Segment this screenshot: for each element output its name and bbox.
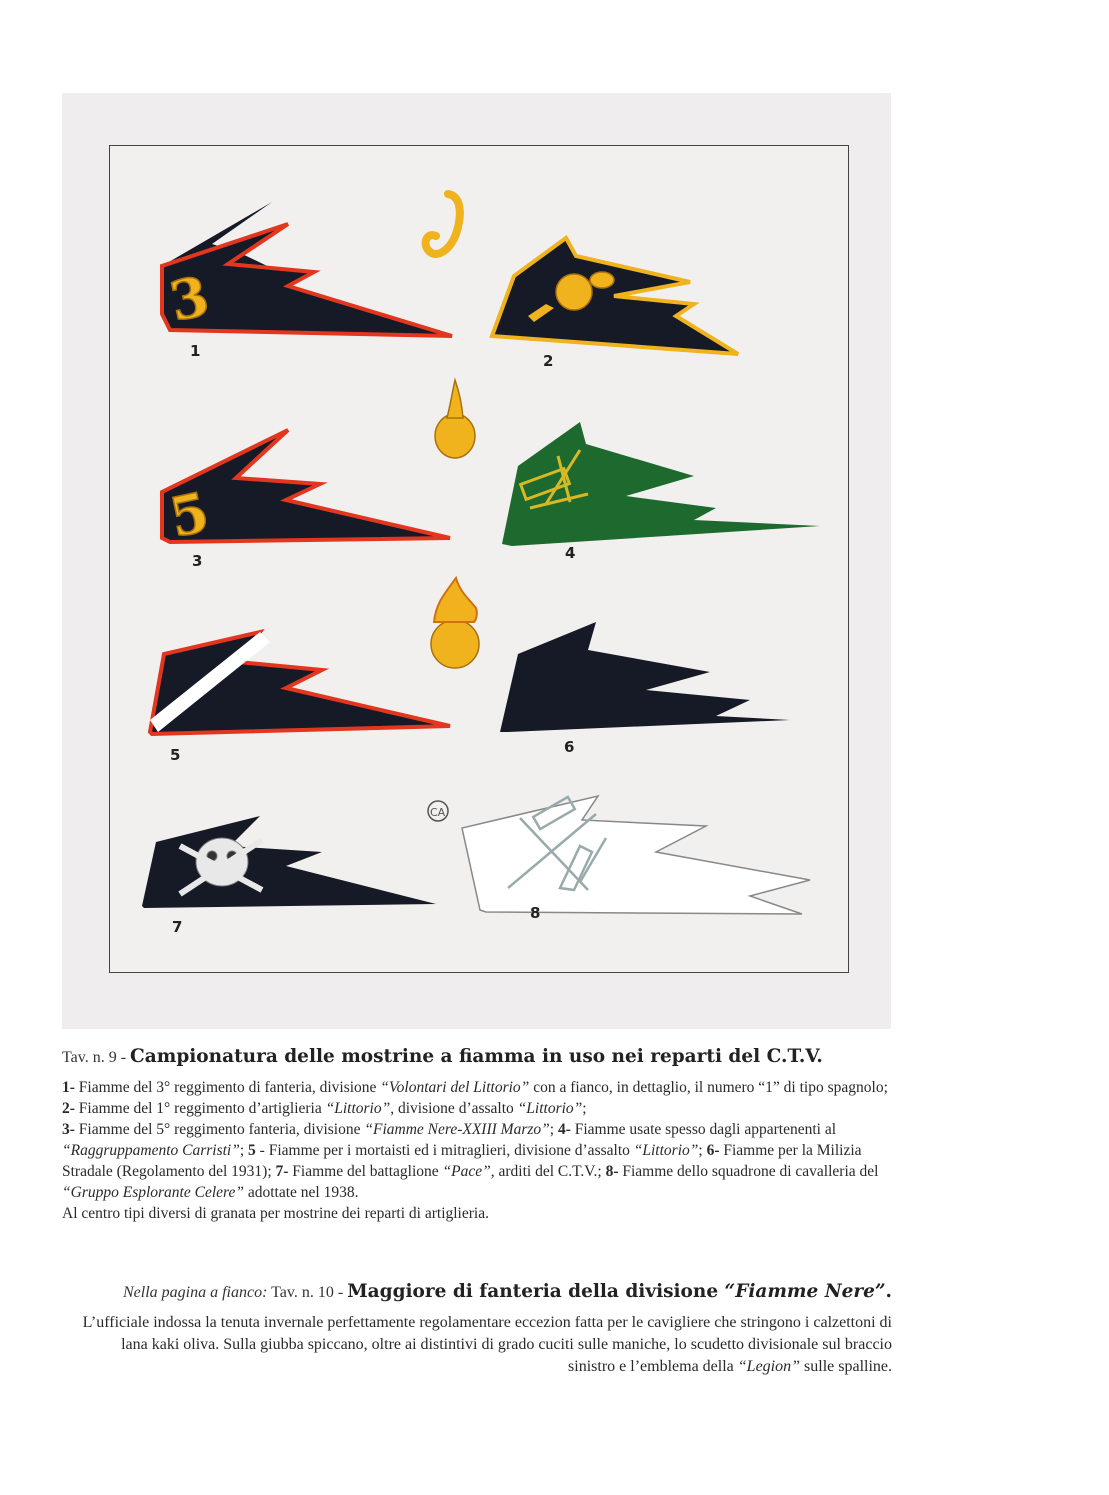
note-title-italic: “Fiamme Nere” (724, 1281, 886, 1302)
item-1-text-end: con a fianco, in dettaglio, il numero “1” di tipo spagnolo; (529, 1079, 888, 1096)
item-4-text: Fiamme usate spesso dagli appartenenti al (570, 1121, 837, 1138)
figure-number-8: 8 (530, 904, 541, 922)
item-7-text-end: , arditi del C.T.V.; (490, 1163, 606, 1180)
spanish-numeral-1 (426, 194, 460, 254)
item-7-number: 7- (275, 1163, 289, 1180)
note-body-italic: “Legion” (737, 1358, 801, 1375)
figure-number-3: 3 (192, 552, 203, 570)
item-2-italic: “Littorio” (325, 1100, 391, 1117)
note-body-end: sulle spalline. (800, 1358, 892, 1375)
flame-6 (500, 622, 790, 732)
caption-closing: Al centro tipi diversi di granata per mostrine dei reparti di artiglieria. (62, 1205, 489, 1222)
item-5-italic: “Littorio” (633, 1142, 699, 1159)
note-label: Tav. n. 10 - (267, 1284, 348, 1301)
item-6-text: Fiamme per la Milizia Stradale (Regolamento del 1931); (62, 1142, 862, 1180)
figure-number-7: 7 (172, 918, 183, 936)
item-8-text-end: adottate nel 1938. (243, 1184, 359, 1201)
grenade-flaming (431, 578, 479, 668)
item-3-text-end: ; (549, 1121, 558, 1138)
item-4-number: 4- (557, 1121, 571, 1138)
caption-body (62, 1077, 892, 1224)
flame-3 (162, 430, 450, 550)
item-8-italic: “Gruppo Esplorante Celere” (62, 1184, 244, 1201)
grenade-pear (435, 380, 475, 458)
facing-page-note (80, 1279, 892, 1378)
item-7-text: Fiamme del battaglione (288, 1163, 443, 1180)
note-title (347, 1281, 892, 1302)
illustration-frame (109, 145, 849, 973)
note-title-text: Maggiore di fanteria della divisione (347, 1281, 725, 1302)
item-8-number: 8- (605, 1163, 619, 1180)
flame-1 (162, 202, 452, 336)
item-6-number: 6- (706, 1142, 720, 1159)
note-prefix: Nella pagina a fianco: (122, 1284, 268, 1301)
item-7-italic: “Pace” (442, 1163, 491, 1180)
figure-number-5: 5 (170, 746, 181, 764)
flame-4 (502, 422, 820, 546)
item-3-italic: “Fiamme Nere-XXIII Marzo” (364, 1121, 550, 1138)
caption-title: Campionatura delle mostrine a fiamma in uso nei reparti del C.T.V. (130, 1046, 823, 1067)
item-4-text-end: ; (239, 1142, 249, 1159)
item-2-number: 2- (62, 1100, 75, 1117)
figure-number-4: 4 (565, 544, 576, 562)
item-1-number: 1- (62, 1079, 75, 1096)
note-body (80, 1312, 892, 1378)
plate-caption (62, 1044, 892, 1224)
item-8-text: Fiamme dello squadrone di cavalleria del (618, 1163, 879, 1180)
item-5-number: 5 (248, 1142, 256, 1159)
item-1-italic: “Volontari del Littorio” (380, 1079, 530, 1096)
caption-heading (62, 1044, 892, 1071)
note-heading (80, 1279, 892, 1306)
flame-7 (142, 816, 436, 908)
svg-text:CA: CA (430, 806, 446, 819)
item-5-text-end: ; (698, 1142, 707, 1159)
svg-text:3: 3 (164, 263, 215, 334)
note-title-end: . (885, 1281, 892, 1302)
item-3-number: 3- (62, 1121, 75, 1138)
item-2-text-end-b: ; (582, 1100, 587, 1117)
svg-text:5: 5 (164, 479, 215, 550)
item-5-text: - Fiamme per i mortaisti ed i mitraglieri, divisione d’assalto (255, 1142, 634, 1159)
item-2-text: Fiamme del 1° reggimento d’artiglieria (74, 1100, 326, 1117)
ca-monogram (428, 801, 448, 821)
item-1-text: Fiamme del 3° reggimento di fanteria, divisione (74, 1079, 381, 1096)
item-2-italic-b: “Littorio” (517, 1100, 583, 1117)
flame-8 (462, 796, 810, 914)
figure-number-1: 1 (190, 342, 201, 360)
figure-number-6: 6 (564, 738, 575, 756)
figure-number-2: 2 (543, 352, 554, 370)
item-2-text-end: , divisione d’assalto (390, 1100, 518, 1117)
flames-illustration (110, 146, 850, 974)
flame-5 (150, 632, 450, 734)
caption-label: Tav. n. 9 - (62, 1049, 131, 1066)
item-4-italic: “Raggruppamento Carristi” (62, 1142, 240, 1159)
item-3-text: Fiamme del 5° reggimento fanteria, divisione (74, 1121, 365, 1138)
note-body-text: L’ufficiale indossa la tenuta invernale perfettamente regolamentare eccezion fatta per le cavigliere che stringono i calzettoni di lana kaki oliva. Sulla giubba spiccano, oltre ai distintivi di grado cuciti sulle maniche, lo scudetto divisionale sul braccio sinistro e l’emblema della (82, 1314, 892, 1375)
flame-2 (492, 238, 738, 354)
